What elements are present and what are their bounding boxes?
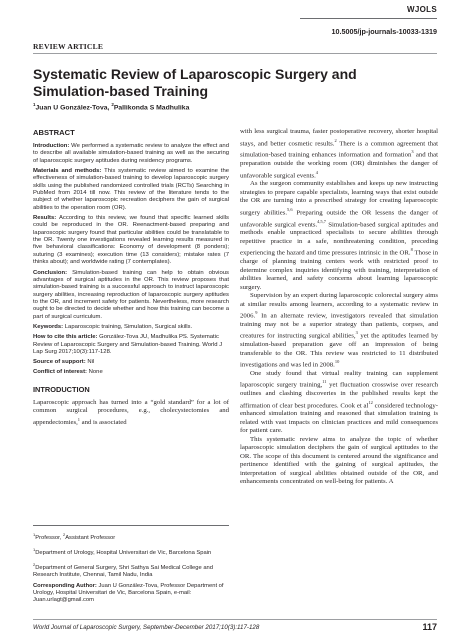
corresponding-author [33,583,229,604]
abstract-text: This systematic review aimed to examine the effectiveness of simulation-based training to develop laparoscopic surgery skills using the published randomized controlled trials (RCTs) Searching in PubMed from 2014 till now. This review of the literature tends to the subject of whether laparoscopic recreation deciphers the gain of surgical abilities to the operation room (OR). [33,168,229,211]
body-paragraph [240,370,438,436]
citation-superscript: 3 [355,330,358,336]
citation-superscript: 9 [255,310,258,315]
citation-superscript: 8 [410,247,413,253]
footer-rule [33,619,437,620]
author-roles [33,531,229,542]
author-name: Juan U González-Tova, [35,104,112,112]
abstract-label: Introduction: [33,143,70,149]
affiliation-text: Department of Urology, Hospital Universitari de Vic, Barcelona Spain [35,549,212,556]
body-text: There is a common agreement that simulation-based training enhances information and formation [240,139,438,159]
citation-text: González-Tova JU, Madhulika PS. Systematic Review of Laparoscopic Surgery and Simulation-based Training. World J Lap Surg 2017;10(3):117-128. [33,334,223,355]
author-name: Pallikonda S Madhulika [113,104,190,112]
conflict-label: Conflict of interest: [33,369,87,376]
citation [33,334,229,356]
body-text: Simulation-based surgical aptitudes and methods enable unpracticed specialists to secure abilities through repetitive practice in a safe, nonthreatening condition, preceding experiencing the hazard and time pressures intrinsic in the OR. [240,220,438,257]
right-column [240,128,438,487]
affiliations-box [33,525,229,608]
body-paragraph [240,292,438,370]
affiliation-text: Department of General Surgery, Shri Sathya Sai Medical College and Research Institute, Chennai, Tamil Nadu, India [33,564,213,578]
abstract-text: According to this review, we found that specific learned skills could be reproduced in the OR. Reenactment-based preparing and laparoscopic surgery found that particular abilities could be translatable to the OR. Twenty one investigations revealed learning results measured in five behavioral classifications: Economy of development (8 ponders); suturing (3 examines); execution time (13 considers); mistake rates (7 thinks about); and worldwide rating (7 contemplates). [33,215,229,266]
source-text: Nil [85,359,95,366]
affiliation-superscript: 2 [33,561,36,567]
page-number: 117 [422,622,437,632]
citation-superscript: 4,5,7 [317,218,326,224]
body-paragraph [240,180,438,292]
body-text: with less surgical trauma, faster postoperative recovery, shorter hospital stays, and better cosmetic results. [240,128,438,147]
affiliation-2 [33,561,229,579]
divider [33,53,437,54]
body-text: In an alternate review, investigators revealed that simulation training may not be a superior strategy than patients, corpses, and creatures for instructing surgical abilities, [240,312,438,340]
corresponding-label: Corresponding Author: [33,582,97,589]
keywords [33,324,229,331]
citation-superscript: 4 [315,169,318,175]
body-text: Supervision by an expert during laparoscopic colorectal surgery aims at similar results among learners, according to a systematic review in 2006. [240,292,438,320]
abstract-introduction [33,143,229,165]
role-superscript: 2 [62,532,66,537]
abstract-heading: ABSTRACT [33,128,75,137]
introduction-paragraph [33,399,229,428]
header-rule [300,18,437,19]
conflict-of-interest [33,369,229,376]
body-text: yet the aptitudes learned by simulation-based preparation gave off an impression of being transferable to the OR. This review was restricted to 11 distributed investigations and was led in 2008. [240,332,438,369]
abstract-label: Conclusion: [33,269,68,276]
left-column [33,128,229,427]
abstract-results [33,215,229,266]
abstract-conclusion [33,270,229,321]
author-superscript: 1 [33,102,36,107]
doi[interactable]: 10.5005/jp-journals-10033-1319 [331,27,437,36]
conflict-text: None [87,369,103,376]
body-text: and that preparation outside the working room (OR) diminishes the danger of unfavorable surgical events. [240,151,438,179]
affiliation-superscript: 1 [33,546,36,552]
citation-superscript: 11 [322,379,327,385]
affiliation-1 [33,546,229,557]
abstract-text: Simulation-based training can help to obtain obvious advantages of surgical aptitudes in the OR. This review proposes that simulation-based training is a successful approach to instruct laparoscopic surgery abilities, increasing reproduction of laparoscopic surgery aptitudes to the OR, and increment safety for patients. Nevertheless, more research ought to be directed to decide whether and how this training can become a part of surgical curriculum. [33,269,229,320]
citation-superscript: 1 [77,416,80,422]
body-text: As the surgeon community establishes and keeps up new instructing strategies to prepare capable specialists, learning ways that exist outside the OR are turning into a prescribed strategy for creating laparoscopic surgery abilities. [240,180,438,216]
citation-superscript: 5,6 [287,206,293,212]
abstract-text: We performed a systematic review to analyze the effect and to describe all available simulation-based training as well as the securing of laparoscopic surgery aptitudes during residency programs. [33,143,229,164]
body-text: yet fluctuation crosswise over research outlines and clashing discoveries in the published results kept the affirmation of clear best procedures. Cook et al [240,381,438,409]
abstract-label: Materials and methods: [33,168,102,175]
article-type-label: REVIEW ARTICLE [33,42,104,51]
source-label: Source of support: [33,359,86,366]
body-paragraph: This systematic review aims to analyze the topic of whether laparoscopic simulation deciphers the gain of surgical aptitudes to the OR. The scope of this document is centered around the significance and pertinence identified with the gaining of surgical aptitudes, the interpretation of surgical abilities obtained outside of the OR, and enhancements concentrated on well-being for patients. A [240,435,438,486]
journal-abbreviation: WJOLS [407,5,437,14]
citation-label: How to cite this article: [33,334,98,341]
abstract-label: Results: [33,215,57,222]
citation-superscript: 12 [368,399,373,405]
abstract-methods [33,168,229,212]
article-title: Systematic Review of Laparoscopic Surgery and Simulation-based Training [33,66,357,99]
role-text: Professor, [35,534,63,541]
body-text: One study found that virtual reality training can supplement laparoscopic surgery training, [240,369,438,389]
source-of-support [33,359,229,366]
body-text: considered technology-enhanced simulation training and reasoned that simulation training is related with vast impacts on clinician practices and mild consequences for patient care. [240,401,438,435]
body-text: Those in charge of planning training centers work with restricted proof to determine complex inquiries identifying with training, interpretation of abilities learned, and safety concerns about learning laparoscopic surgery. [240,249,439,291]
corresponding-text[interactable]: Juan U González-Tova, Professor Department of Urology, Hospital Universitari de Vic, Barcelona Spain, e-mail: Juan.urlagt@gmail.com [33,582,224,603]
intro-text-cont: and is associated [79,418,127,426]
citation-superscript: 10 [334,359,340,364]
body-text: Preparing outside the OR lessens the danger of unfavorable surgical events. [240,209,438,228]
footer-journal-citation: World Journal of Laparoscopic Surgery, September-December 2017;10(3):117-128 [33,624,260,631]
citation-superscript: 2 [334,137,337,143]
intro-text: Laparoscopic approach has turned into a “gold standard” for a lot of common surgical procedures, e.g., cholecystectomies and appendectomies, [33,398,229,426]
role-text: Assistant Professor [65,534,116,541]
introduction-heading: INTRODUCTION [33,384,90,394]
author-superscript: 2 [111,102,114,107]
role-superscript: 1 [33,532,36,537]
body-paragraph [240,128,438,180]
citation-superscript: 3 [411,149,414,155]
keywords-text: Laparoscopic training, Simulation, Surgical skills. [63,323,193,330]
author-line [33,102,189,111]
keywords-label: Keywords: [33,323,64,330]
